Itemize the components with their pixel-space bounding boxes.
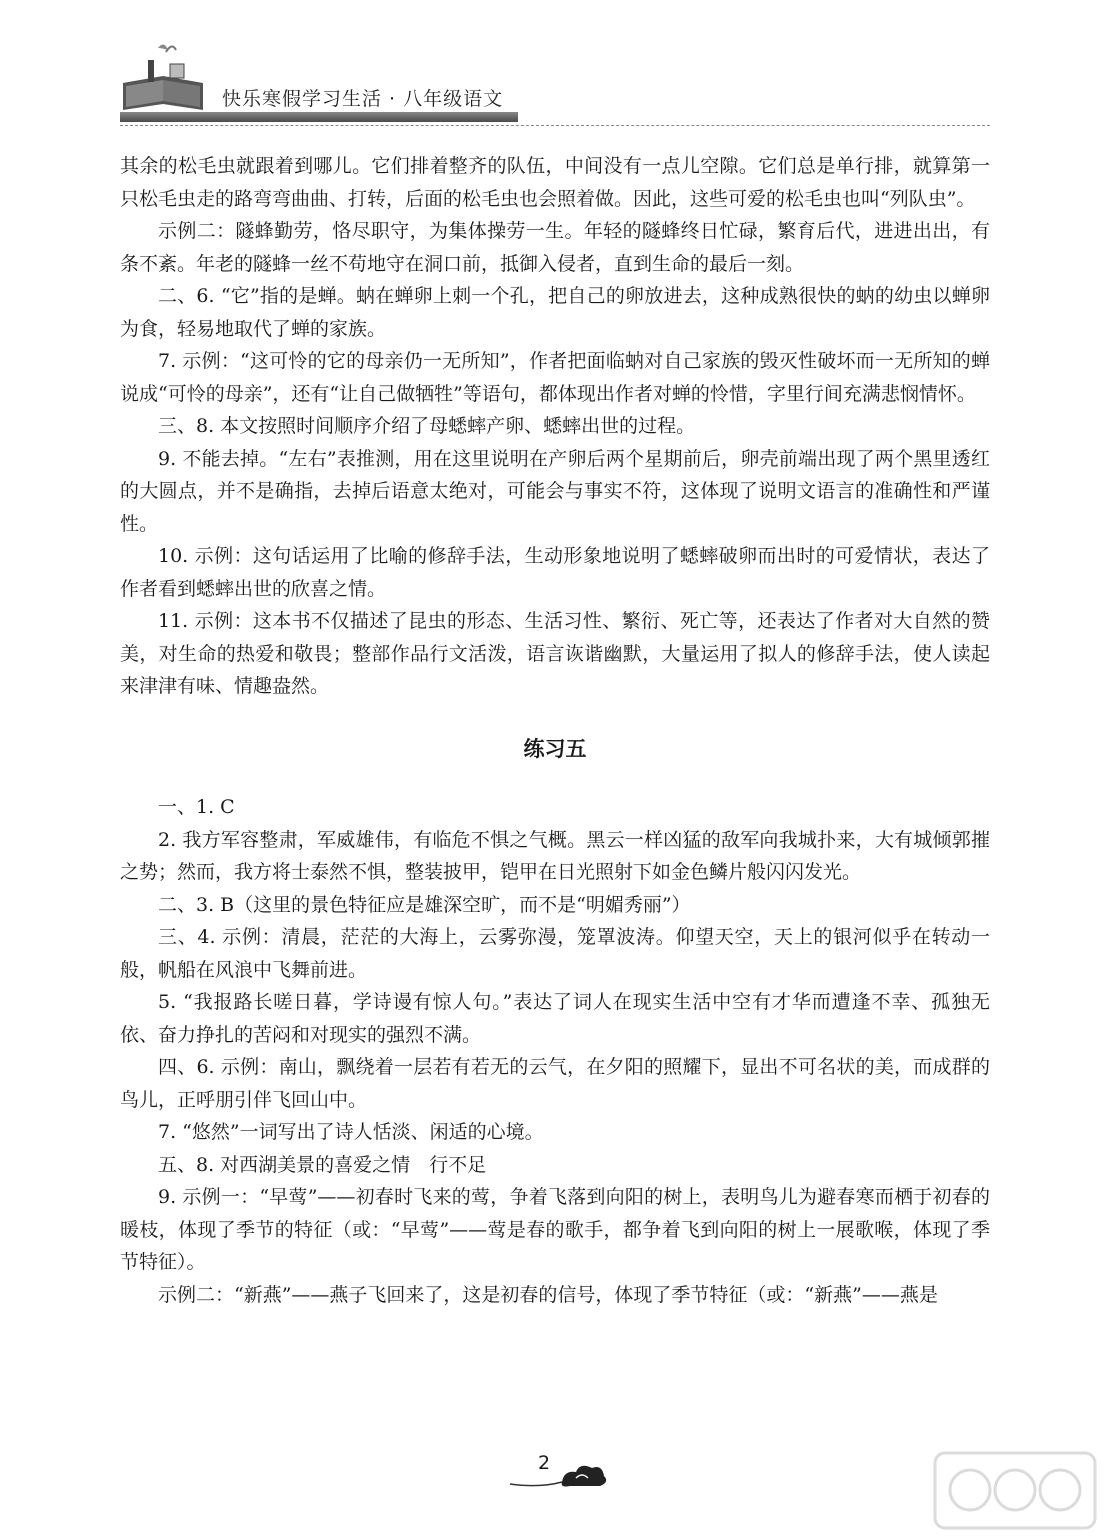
cloud-ornament-icon [500, 1452, 620, 1492]
paragraph: 5. “我报路长嗟日暮，学诗谩有惊人句。”表达了词人在现实生活中空有才华而遭逢不幸、孤独无依、奋力挣扎的苦闷和对现实的强烈不满。 [120, 991, 990, 1046]
paragraph: 示例二：隧蜂勤劳，恪尽职守，为集体操劳一生。年轻的隧蜂终日忙碌，繁育后代，进进出出，有条不紊。年老的隧蜂一丝不苟地守在洞口前，抵御入侵者，直到生命的最后一刻。 [120, 220, 990, 275]
header-divider [120, 125, 990, 126]
watermark-logo-icon [930, 1448, 1100, 1533]
paragraph: 四、6. 示例：南山，飘绕着一层若有若无的云气，在夕阳的照耀下，显出不可名状的美，而成群的鸟儿，正呼朋引伴飞回山中。 [120, 1056, 990, 1111]
paragraph: 9. 示例一：“早莺”——初春时飞来的莺，争着飞落到向阳的树上，表明鸟儿为避春寒而栖于初春的暖枝，体现了季节的特征（或：“早莺”——莺是春的歌手，都争着飞到向阳的树上一展歌喉，体现了季节特征）。 [120, 1186, 990, 1273]
paragraph: 9. 不能去掉。“左右”表推测，用在这里说明在产卵后两个星期前后，卵壳前端出现了两个黑里透红的大圆点，并不是确指，去掉后语意太绝对，可能会与事实不符，这体现了说明文语言的准确性和严谨性。 [120, 447, 990, 535]
page-header [0, 0, 1105, 140]
paragraph: 示例二：“新燕”——燕子飞回来了，这是初春的信号，体现了季节特征（或：“新燕”——燕是 [158, 1283, 938, 1306]
header-title: 快乐寒假学习生活 · 八年级语文 [222, 88, 504, 110]
paragraph: 三、4. 示例：清晨，茫茫的大海上，云雾弥漫，笼罩波涛。仰望天空，天上的银河似乎在转动一般，帆船在风浪中飞舞前进。 [120, 926, 990, 981]
answers-part-2 [120, 791, 990, 1311]
header-bar [120, 112, 518, 122]
page-content [120, 150, 990, 1311]
paragraph: 三、8. 本文按照时间顺序介绍了母蟋蟀产卵、蟋蟀出世的过程。 [158, 415, 696, 437]
paragraph: 10. 示例：这句话运用了比喻的修辞手法，生动形象地说明了蟋蟀破卵而出时的可爱情状，表达了作者看到蟋蟀出世的欣喜之情。 [120, 545, 990, 600]
answers-part-1 [120, 150, 990, 703]
paragraph: 2. 我方军容整肃，军威雄伟，有临危不惧之气概。黑云一样凶猛的敌军向我城扑来，大有城倾郭摧之势；然而，我方将士泰然不惧，整装披甲，铠甲在日光照射下如金色鳞片般闪闪发光。 [120, 828, 990, 883]
paragraph: 其余的松毛虫就跟着到哪儿。它们排着整齐的队伍，中间没有一点儿空隙。它们总是单行排，就算第一只松毛虫走的路弯弯曲曲、打转，后面的松毛虫也会照着做。因此，这些可爱的松毛虫也叫“列队虫”。 [120, 155, 990, 210]
paragraph: 一、1. C [158, 796, 235, 818]
paragraph: 7. 示例：“这可怜的它的母亲仍一无所知”，作者把面临蚋对自己家族的毁灭性破坏而一无所知的蝉说成“可怜的母亲”，还有“让自己做牺牲”等语句，都体现出作者对蝉的怜惜，字里行间充满悲悯情怀。 [120, 350, 990, 405]
paragraph: 11. 示例：这本书不仅描述了昆虫的形态、生活习性、繁衍、死亡等，还表达了作者对大自然的赞美，对生命的热爱和敬畏；整部作品行文活泼，语言诙谐幽默，大量运用了拟人的修辞手法，使人读起来津津有味、情趣盎然。 [120, 610, 990, 697]
page-footer [500, 1452, 620, 1492]
paragraph: 二、6. “它”指的是蝉。蚋在蝉卵上刺一个孔，把自己的卵放进去，这种成熟很快的蚋的幼虫以蝉卵为食，轻易地取代了蝉的家族。 [120, 285, 990, 340]
section-title: 练习五 [523, 736, 587, 761]
paragraph: 五、8. 对西湖美景的喜爱之情 行不足 [158, 1153, 487, 1176]
paragraph: 7. “悠然”一词写出了诗人恬淡、闲适的心境。 [158, 1121, 544, 1143]
page-number: 2 [538, 1452, 551, 1474]
paragraph: 二、3. B（这里的景色特征应是雄深空旷，而不是“明媚秀丽”） [158, 893, 691, 916]
book-logo-icon [118, 38, 208, 118]
